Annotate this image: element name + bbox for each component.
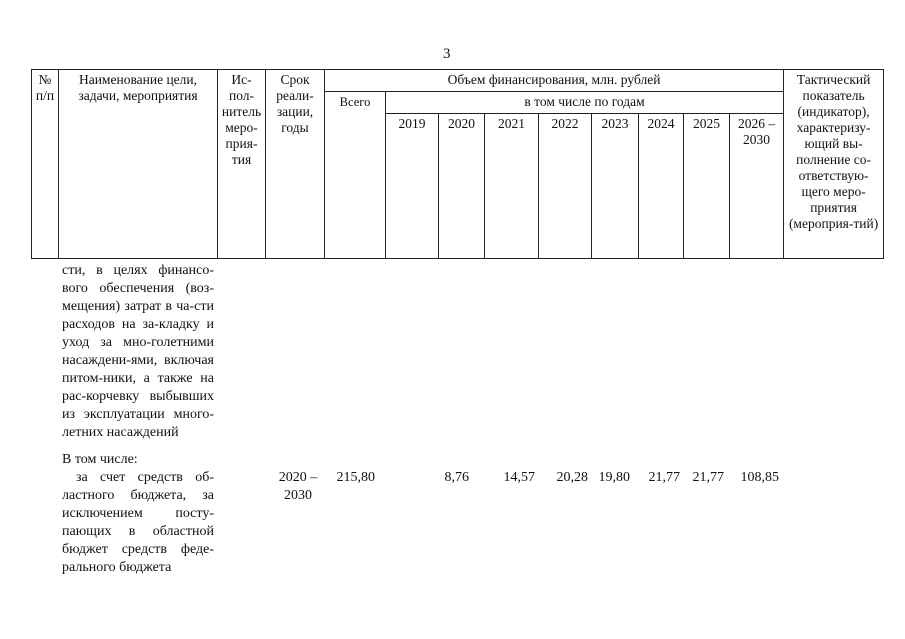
- funding-source: за счет средств об-ластного бюджета, за исключением посту-пающих в областной бюджет средств феде-рального бюджета: [62, 470, 214, 575]
- value-2020: 8,76: [444, 470, 469, 485]
- header-term: Срок реали-зации, годы: [266, 70, 325, 259]
- header-total: Всего: [325, 92, 386, 259]
- table-header: [31, 69, 884, 259]
- header-year-2024: 2024: [639, 114, 684, 259]
- header-year-2021: 2021: [485, 114, 539, 259]
- header-number: № п/п: [32, 70, 59, 259]
- value-2025: 21,77: [692, 470, 724, 485]
- header-year-2023: 2023: [592, 114, 639, 259]
- header-indicator: Тактический показатель (индикатор), характеризу-ющий вы-полнение со-ответствую-щего меро-приятия (мероприя-тий): [784, 70, 884, 259]
- implementation-term: 2020 – 2030: [278, 470, 318, 503]
- header-executor: Ис-пол-нитель меро-прия-тия: [218, 70, 266, 259]
- header-by-years: в том числе по годам: [386, 92, 784, 114]
- page-number: 3: [443, 46, 451, 62]
- value-2026-2030: 108,85: [740, 470, 779, 485]
- activity-description: сти, в целях финансо-вого обеспечения (воз-мещения) затрат в ча-сти расходов на за-кладку и уход за мно-голетними насаждени-ями, включая питом-ники, а также на рас-корчевку выбывших из эксплуатации много-летних насаждений: [62, 263, 214, 440]
- value-2024: 21,77: [648, 470, 680, 485]
- value-total: 215,80: [336, 470, 375, 485]
- header-year-2020: 2020: [439, 114, 485, 259]
- including-label: В том числе:: [62, 452, 138, 467]
- value-2023: 19,80: [598, 470, 630, 485]
- header-year-2019: 2019: [386, 114, 439, 259]
- header-year-2022: 2022: [539, 114, 592, 259]
- header-year-2025: 2025: [684, 114, 730, 259]
- value-2022: 20,28: [556, 470, 588, 485]
- header-funding-title: Объем финансирования, млн. рублей: [325, 70, 784, 92]
- header-name: Наименование цели, задачи, мероприятия: [59, 70, 218, 259]
- value-2021: 14,57: [503, 470, 535, 485]
- header-year-2026-2030: 2026 – 2030: [730, 114, 784, 259]
